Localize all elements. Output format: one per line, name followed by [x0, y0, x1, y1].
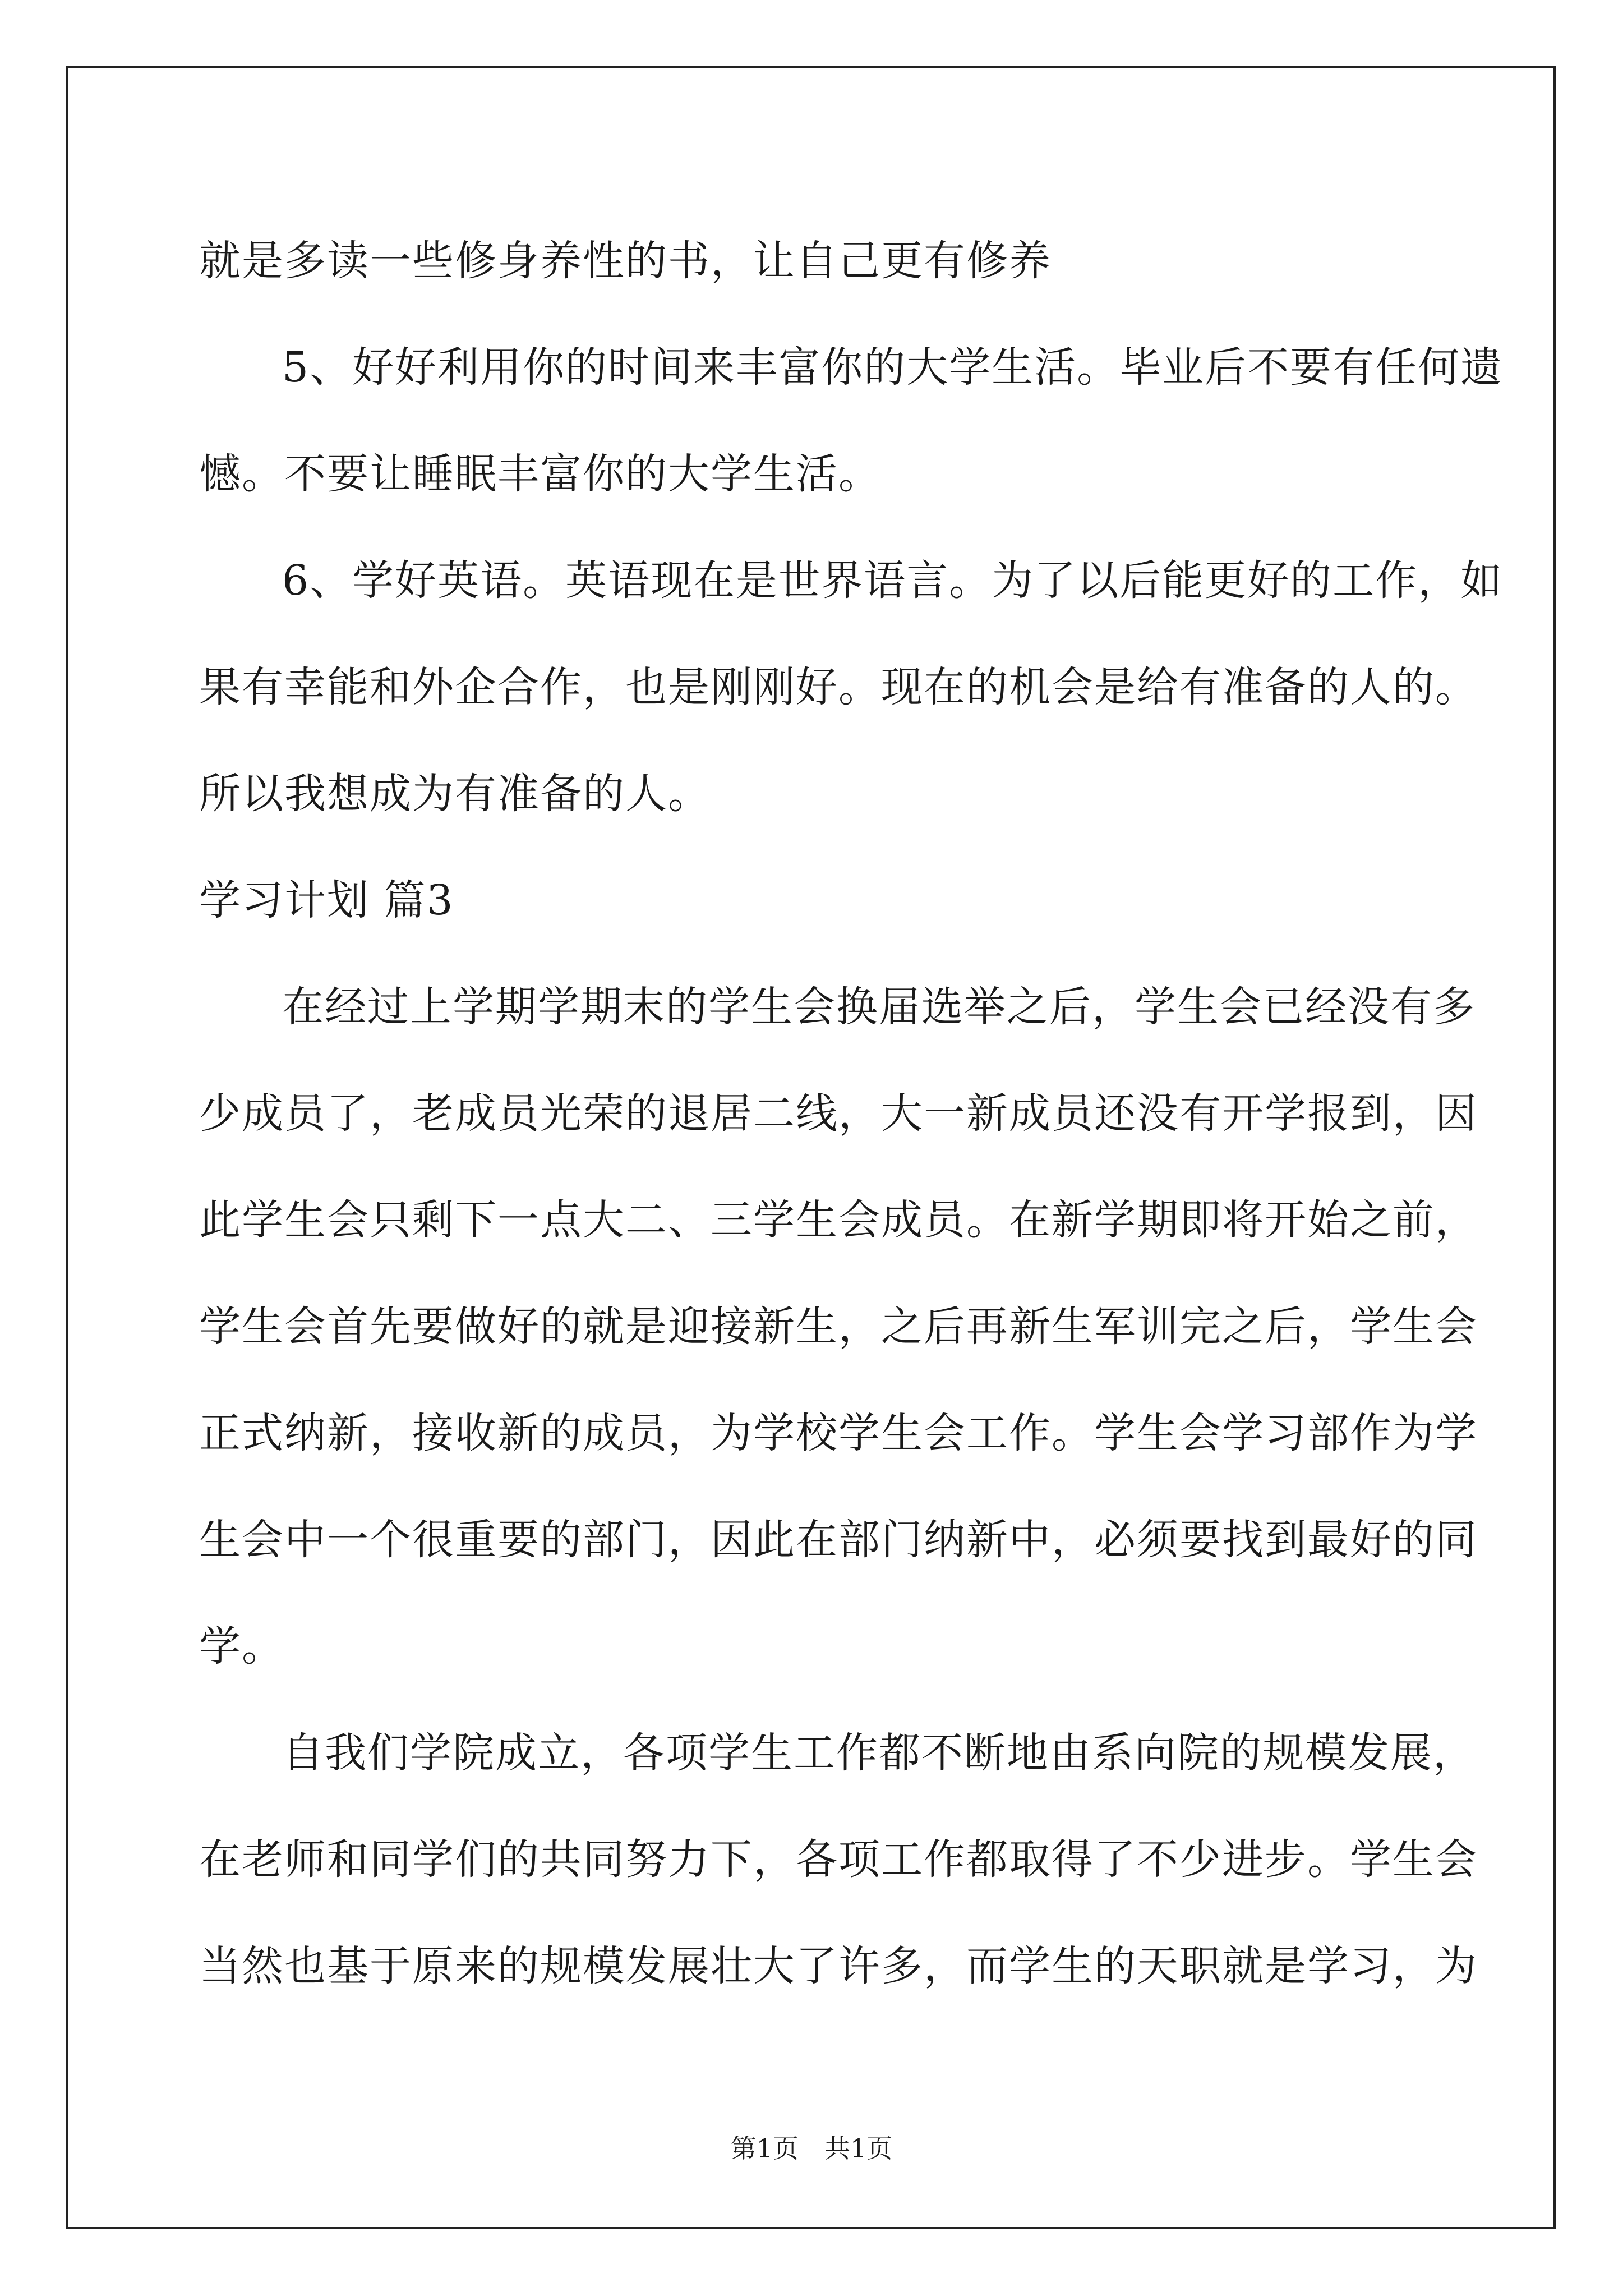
text-line-3: 憾。不要让睡眠丰富你的大学生活。 [199, 450, 881, 498]
document-body [199, 208, 1504, 2019]
text-line-12: 正式纳新，接收新的成员，为学校学生会工作。学生会学习部作为学 [199, 1409, 1478, 1457]
text-line-17: 当然也基于原来的规模发展壮大了许多，而学生的天职就是学习，为 [199, 1942, 1478, 1990]
text-line-4: 6、学好英语。英语现在是世界语言。为了以后能更好的工作，如 [282, 556, 1504, 605]
text-line-5: 果有幸能和外企合作，也是刚刚好。现在的机会是给有准备的人的。 [199, 663, 1478, 711]
text-line-14: 学。 [199, 1622, 284, 1671]
text-line-1: 就是多读一些修身养性的书，让自己更有修养 [199, 237, 1052, 285]
text-line-2: 5、好好利用你的时间来丰富你的大学生活。毕业后不要有任何遗 [282, 343, 1504, 392]
section-heading: 学习计划 篇3 [199, 876, 454, 924]
text-line-11: 学生会首先要做好的就是迎接新生，之后再新生军训完之后，学生会 [199, 1303, 1478, 1351]
text-line-9: 少成员了，老成员光荣的退居二线，大一新成员还没有开学报到，因 [199, 1089, 1478, 1138]
page-footer: 第1页 共1页 [730, 2133, 893, 2164]
text-line-13: 生会中一个很重要的部门，因此在部门纳新中，必须要找到最好的同 [199, 1516, 1478, 1564]
text-line-6: 所以我想成为有准备的人。 [199, 770, 711, 818]
text-line-10: 此学生会只剩下一点大二、三学生会成员。在新学期即将开始之前， [199, 1196, 1478, 1244]
text-line-15: 自我们学院成立，各项学生工作都不断地由系向院的规模发展， [282, 1729, 1476, 1777]
text-line-8: 在经过上学期学期末的学生会换届选举之后，学生会已经没有多 [282, 983, 1476, 1031]
text-line-16: 在老师和同学们的共同努力下，各项工作都取得了不少进步。学生会 [199, 1835, 1478, 1884]
